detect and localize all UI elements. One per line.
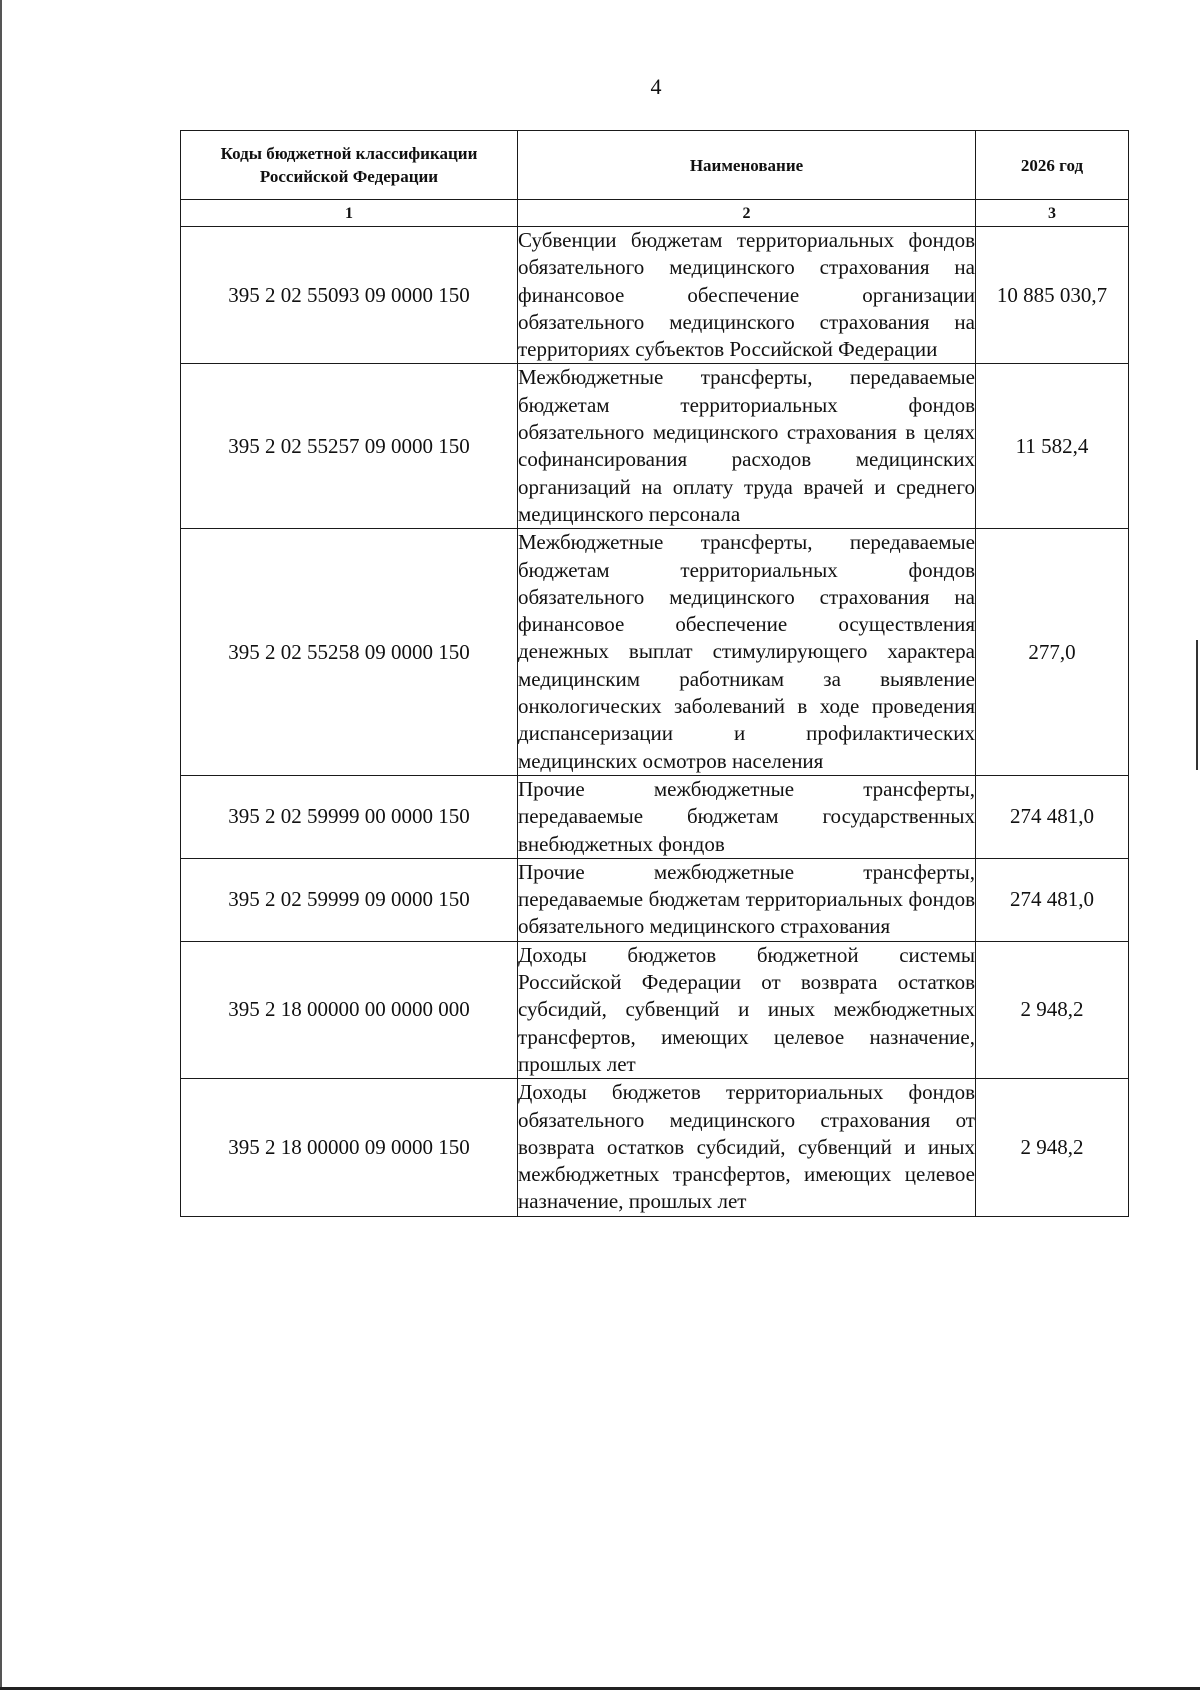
classification-code: 395 2 02 55258 09 0000 150: [181, 529, 518, 776]
column-number: 2: [518, 200, 976, 227]
page-number: 4: [650, 74, 662, 99]
table-row: [181, 529, 1129, 776]
classification-code: 395 2 02 55257 09 0000 150: [181, 364, 518, 529]
classification-code: 395 2 02 59999 00 0000 150: [181, 775, 518, 858]
table-row: [181, 227, 1129, 364]
table-row: [181, 941, 1129, 1078]
table-row: [181, 1079, 1129, 1216]
amount-2026: 11 582,4: [976, 364, 1129, 529]
scan-left-edge: [0, 0, 2, 1690]
classification-code: 395 2 18 00000 00 0000 000: [181, 941, 518, 1078]
column-number: 3: [976, 200, 1129, 227]
item-name: Межбюджетные трансферты, передаваемые бюджетам территориальных фондов обязательного медицинского страхования на финансовое обеспечение осуществления денежных выплат стимулирующего характера медицинским работникам за выявление онкологических заболеваний в ходе проведения диспансеризации и профилактических медицинских осмотров населения: [518, 529, 976, 776]
header-codes: Коды бюджетной классификации Российской Федерации: [181, 131, 518, 200]
header-name: Наименование: [518, 131, 976, 200]
classification-code: 395 2 18 00000 09 0000 150: [181, 1079, 518, 1216]
table-row: [181, 858, 1129, 941]
header-year: 2026 год: [976, 131, 1129, 200]
item-name: Субвенции бюджетам территориальных фондов обязательного медицинского страхования на финансовое обеспечение организации обязательного медицинского страхования на территориях субъектов Российской Федерации: [518, 227, 976, 364]
item-name: Доходы бюджетов бюджетной системы Российской Федерации от возврата остатков субсидий, субвенций и иных межбюджетных трансфертов, имеющих целевое назначение, прошлых лет: [518, 941, 976, 1078]
table-row: [181, 364, 1129, 529]
column-number-row: [181, 200, 1129, 227]
item-name: Прочие межбюджетные трансферты, передаваемые бюджетам территориальных фондов обязательного медицинского страхования: [518, 858, 976, 941]
amount-2026: 277,0: [976, 529, 1129, 776]
amount-2026: 2 948,2: [976, 1079, 1129, 1216]
amount-2026: 2 948,2: [976, 941, 1129, 1078]
item-name: Доходы бюджетов территориальных фондов обязательного медицинского страхования от возврата остатков субсидий, субвенций и иных межбюджетных трансфертов, имеющих целевое назначение, прошлых лет: [518, 1079, 976, 1216]
scan-right-edge-mark: [1196, 640, 1198, 770]
classification-code: 395 2 02 55093 09 0000 150: [181, 227, 518, 364]
budget-classification-table: [180, 130, 1129, 1217]
amount-2026: 274 481,0: [976, 858, 1129, 941]
column-number: 1: [181, 200, 518, 227]
amount-2026: 10 885 030,7: [976, 227, 1129, 364]
classification-code: 395 2 02 59999 09 0000 150: [181, 858, 518, 941]
item-name: Прочие межбюджетные трансферты, передаваемые бюджетам государственных внебюджетных фондов: [518, 775, 976, 858]
amount-2026: 274 481,0: [976, 775, 1129, 858]
table-row: [181, 775, 1129, 858]
item-name: Межбюджетные трансферты, передаваемые бюджетам территориальных фондов обязательного медицинского страхования в целях софинансирования расходов медицинских организаций на оплату труда врачей и среднего медицинского персонала: [518, 364, 976, 529]
table-header-row: [181, 131, 1129, 200]
